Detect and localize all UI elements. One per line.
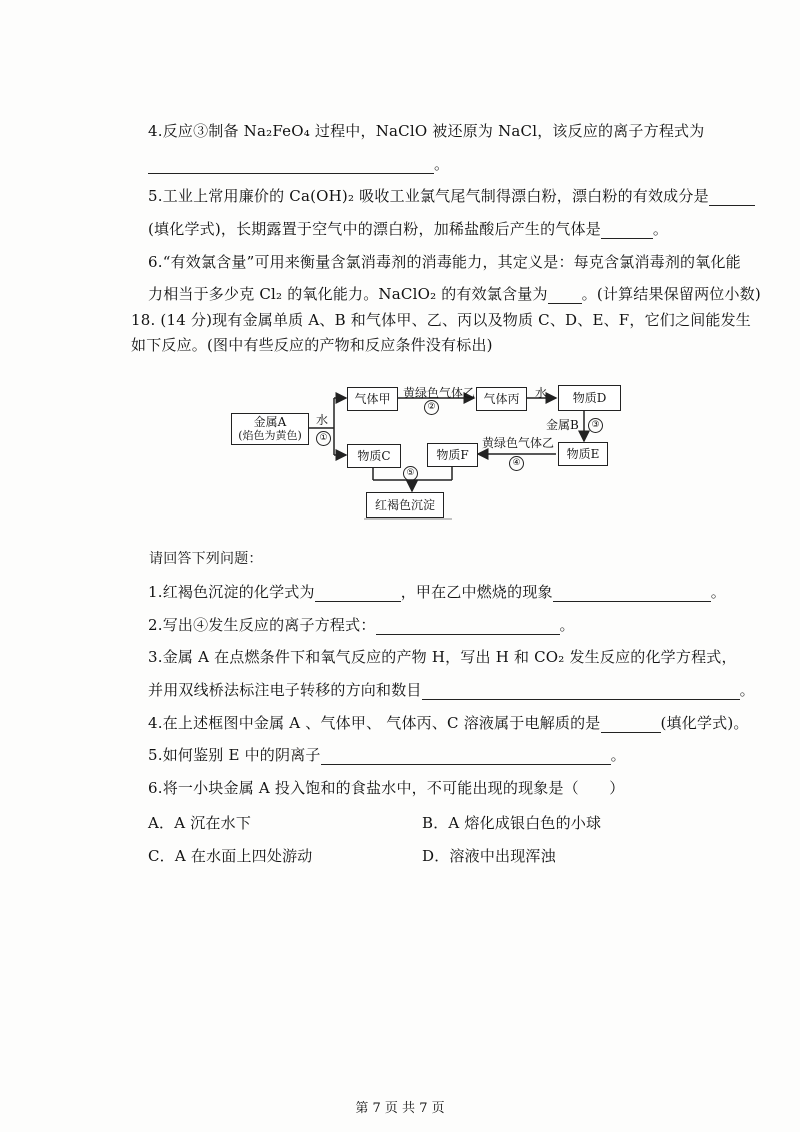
yellow-gas-label-2: 黄绿色气体乙: [482, 436, 555, 450]
metal-a-label: 金属A: [253, 415, 287, 429]
questions-intro: 请回答下列问题：: [149, 551, 263, 567]
sq1-line: [148, 582, 726, 602]
water-label-2: 水: [535, 386, 548, 400]
q5-text-2: (填化学式)，长期露置于空气中的漂白粉，加稀盐酸后产生的气体是: [148, 220, 601, 238]
sq3-line2: [148, 680, 755, 700]
sq6-text: 6.将一小块金属 A 投入饱和的食盐水中，不可能出现的现象是（ ）: [148, 779, 625, 797]
page-footer: 第 7 页 共 7 页: [355, 1101, 445, 1116]
sq5-end: 。: [610, 746, 626, 764]
sq5-text: 5.如何鉴别 E 中的阴离子: [148, 746, 321, 764]
sq5-line: [148, 745, 626, 765]
box-substance-f: 物质F: [427, 443, 478, 467]
box-precipitate: 红褐色沉淀: [366, 492, 444, 518]
water-label-1: 水: [316, 413, 329, 427]
box-metal-a: [231, 413, 309, 445]
sq2-text: 2.写出④发生反应的离子方程式：: [148, 616, 376, 634]
yellow-gas-label-1: 黄绿色气体乙: [403, 386, 476, 400]
box-substance-c: 物质C: [347, 444, 401, 468]
option-c[interactable]: C．A 在水面上四处游动: [148, 847, 313, 865]
option-d[interactable]: D．溶液中出现浑浊: [422, 847, 556, 865]
option-a[interactable]: A．A 沉在水下: [148, 814, 252, 832]
circle-3: ③: [588, 418, 603, 433]
box-gas-jia: 气体甲: [347, 387, 398, 411]
sq3-text-2: 并用双线桥法标注电子转移的方向和数目: [148, 681, 422, 699]
circle-2: ②: [424, 400, 439, 415]
sq1-text-a: 1.红褐色沉淀的化学式为: [148, 583, 315, 601]
q5-text-1: 5.工业上常用廉价的 Ca(OH)₂ 吸收工业氯气尾气制得漂白粉，漂白粉的有效成分是: [148, 187, 709, 205]
q6-text-1: 6.“有效氯含量”可用来衡量含氯消毒剂的消毒能力，其定义是：每克含氯消毒剂的氧化能: [148, 253, 741, 271]
box-substance-e: 物质E: [558, 442, 608, 466]
q4-text: 4.反应③制备 Na₂FeO₄ 过程中，NaClO 被还原为 NaCl，该反应的离子方程式为: [148, 122, 705, 140]
diagram-arrows: [0, 0, 800, 560]
sq3-end: 。: [739, 681, 755, 699]
q4-end: 。: [434, 155, 450, 173]
sq4-end: (填化学式)。: [660, 714, 749, 732]
sq2-end: 。: [559, 616, 575, 634]
sq2-blank[interactable]: [376, 618, 560, 635]
q6-end: 。(计算结果保留两位小数): [581, 285, 761, 303]
circle-4: ④: [509, 456, 524, 471]
sq1-end: 。: [710, 583, 726, 601]
metal-b-label: 金属B: [546, 418, 579, 432]
box-gas-bing: 气体丙: [476, 387, 527, 411]
sq4-blank[interactable]: [601, 716, 661, 733]
sq3-blank[interactable]: [422, 683, 740, 700]
q5-end: 。: [652, 220, 669, 238]
q18-text-1: 18. (14 分)现有金属单质 A、B 和气体甲、乙、丙以及物质 C、D、E、F，它们之间能发生: [131, 311, 752, 329]
option-b[interactable]: B．A 熔化成银白色的小球: [422, 814, 602, 832]
sq2-line: [148, 615, 575, 635]
sq1-text-b: ，甲在乙中燃烧的现象: [400, 583, 553, 601]
metal-a-note: (焰色为黄色): [238, 429, 302, 442]
sq1-blank-2[interactable]: [553, 585, 711, 602]
q18-text-2: 如下反应。(图中有些反应的产物和反应条件没有标出): [131, 336, 493, 354]
circle-5: ⑤: [403, 466, 418, 481]
sq1-blank-1[interactable]: [315, 585, 401, 602]
sq4-line: [148, 713, 749, 733]
q6-text-2: 力相当于多少克 Cl₂ 的氧化能力。NaClO₂ 的有效氯含量为: [148, 285, 548, 303]
sq3-text-1: 3.金属 A 在点燃条件下和氧气反应的产物 H，写出 H 和 CO₂ 发生反应的化学方程式，: [148, 648, 737, 666]
sq4-text: 4.在上述框图中金属 A 、气体甲、 气体丙、C 溶液属于电解质的是: [148, 714, 601, 732]
circle-1: ①: [316, 431, 331, 446]
box-substance-d: 物质D: [558, 385, 621, 411]
sq3-line1: [148, 647, 737, 667]
sq5-blank[interactable]: [321, 748, 611, 765]
